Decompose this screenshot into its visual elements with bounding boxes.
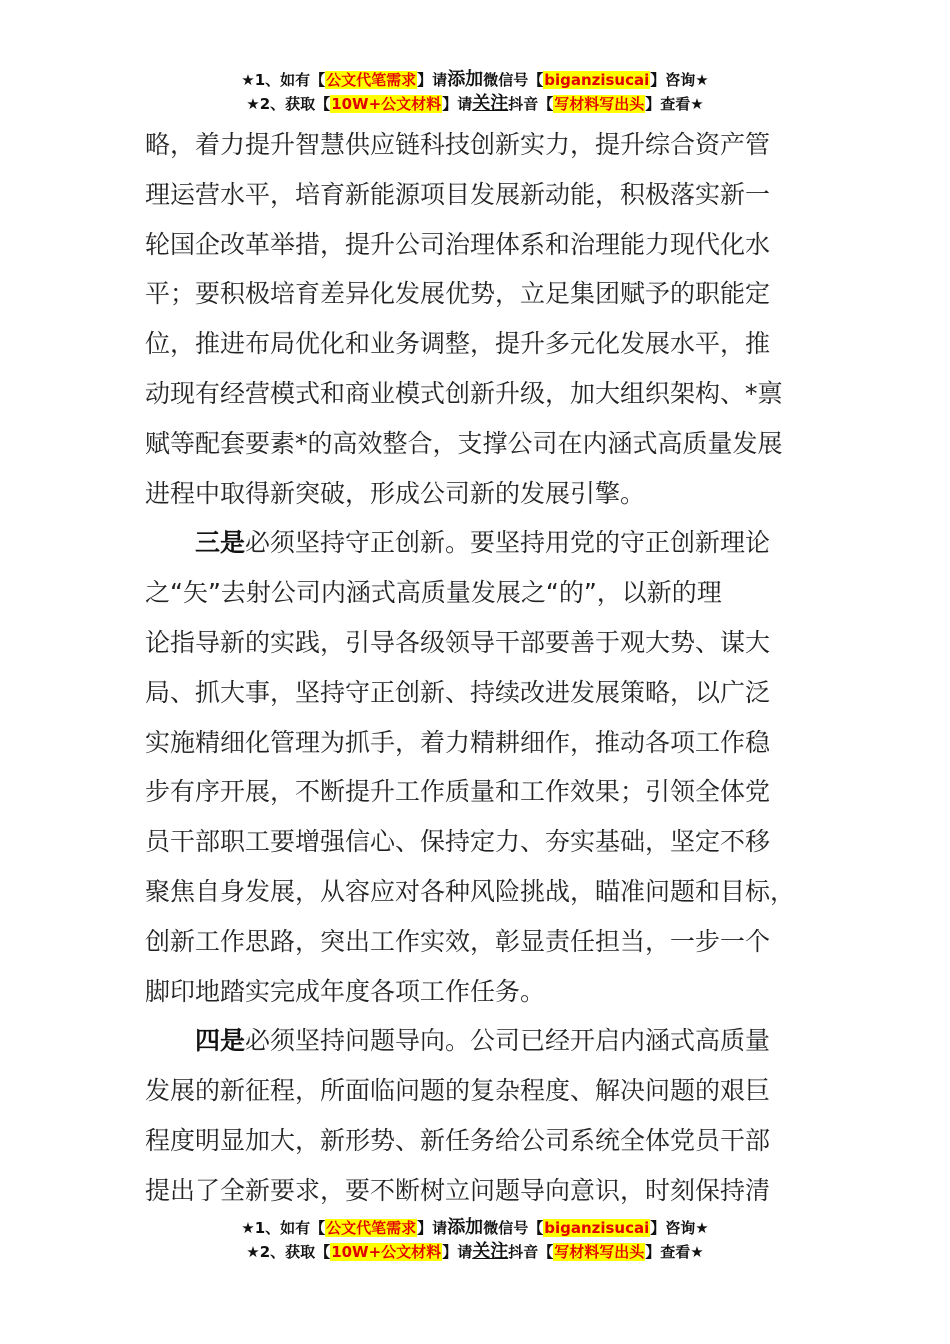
text-line: 平；要积极培育差异化发展优势，立足集团赋予的职能定: [145, 279, 771, 309]
banner-highlight: 公文代笔需求: [326, 1219, 417, 1237]
banner-highlight: 写材料写出头: [554, 95, 645, 113]
banner-line-2: [0, 1240, 950, 1264]
text-line: 程度明显加大，新形势、新任务给公司系统全体党员干部: [145, 1125, 771, 1155]
paragraph-lead: 四是: [195, 1026, 246, 1056]
banner-highlight: 10W+公文材料: [331, 1243, 442, 1261]
banner-text: 抖音【: [508, 95, 554, 113]
text-line: 论指导新的实践，引导各级领导干部要善于观大势、谋大: [145, 627, 771, 657]
banner-text: 抖音【: [508, 1243, 554, 1261]
banner-emphasis: 关注: [472, 93, 509, 114]
text-line: 略，着力提升智慧供应链科技创新实力，提升综合资产管: [145, 130, 771, 159]
text-line: 发展的新征程，所面临问题的复杂程度、解决问题的艰巨: [145, 1076, 771, 1106]
text-line: 理运营水平，培育新能源项目发展新动能，积极落实新一: [145, 179, 771, 209]
header-banner: [0, 68, 950, 116]
banner-line-1: [0, 1216, 950, 1240]
footer-banner: [0, 1216, 950, 1264]
banner-text: 】请: [417, 1219, 448, 1237]
text-line: 进程中取得新突破，形成公司新的发展引擎。: [145, 478, 646, 508]
banner-highlight: biganzisucai: [544, 71, 650, 89]
banner-text: ★2、获取【: [246, 1243, 331, 1261]
text-line: 创新工作思路，突出工作实效，彰显责任担当，一步一个: [145, 926, 771, 956]
banner-text: 】咨询★: [650, 1219, 709, 1237]
paragraph-three-first-line: [145, 518, 807, 568]
banner-highlight: 写材料写出头: [554, 1243, 645, 1261]
banner-text: 】咨询★: [650, 71, 709, 89]
banner-text: ★1、如有【: [241, 1219, 326, 1237]
banner-line-2: [0, 92, 950, 116]
banner-emphasis: 添加: [447, 69, 484, 90]
banner-text: 】查看★: [645, 1243, 704, 1261]
text-line: 轮国企改革举措，提升公司治理体系和治理能力现代化水: [145, 229, 771, 259]
banner-line-1: [0, 68, 950, 92]
text-line: 之“矢”去射公司内涵式高质量发展之“的”，以新的理: [145, 578, 722, 608]
text-span: 必须坚持守正创新。要坚持用党的守正创新理论: [245, 528, 771, 558]
text-line: 位，推进布局优化和业务调整，提升多元化发展水平，推: [145, 329, 771, 359]
text-line: 局、抓大事，坚持守正创新、持续改进发展策略，以广泛: [145, 677, 771, 707]
banner-text: ★2、获取【: [246, 95, 331, 113]
banner-text: 微信号【: [483, 1219, 544, 1237]
banner-emphasis: 关注: [472, 1241, 509, 1262]
text-line: 实施精细化管理为抓手，着力精耕细作，推动各项工作稳: [145, 727, 771, 757]
banner-emphasis: 添加: [447, 1217, 484, 1238]
banner-highlight: biganzisucai: [544, 1219, 650, 1237]
text-line: 脚印地踏实完成年度各项工作任务。: [145, 976, 546, 1006]
text-line: 聚焦自身发展，从容应对各种风险挑战，瞄准问题和目标，: [145, 876, 796, 906]
banner-text: ★1、如有【: [241, 71, 326, 89]
text-line: 员干部职工要增强信心、保持定力、夯实基础，坚定不移: [145, 827, 771, 857]
banner-text: 】查看★: [645, 95, 704, 113]
banner-text: 】请: [417, 71, 448, 89]
banner-highlight: 公文代笔需求: [326, 71, 417, 89]
text-span: 必须坚持问题导向。公司已经开启内涵式高质量: [245, 1026, 771, 1056]
text-line: 步有序开展，不断提升工作质量和工作效果；引领全体党: [145, 777, 771, 807]
text-line: 提出了全新要求，要不断树立问题导向意识，时刻保持清: [145, 1175, 771, 1205]
banner-text: 】请: [442, 1243, 473, 1261]
paragraph-four-first-line: [145, 1016, 807, 1066]
text-line: 动现有经营模式和商业模式创新升级，加大组织架构、*禀: [145, 378, 783, 408]
document-body: [145, 120, 807, 1216]
banner-highlight: 10W+公文材料: [331, 95, 442, 113]
paragraph-lead: 三是: [195, 528, 246, 558]
text-line: 赋等配套要素*的高效整合，支撑公司在内涵式高质量发展: [145, 428, 783, 458]
banner-text: 】请: [442, 95, 473, 113]
banner-text: 微信号【: [483, 71, 544, 89]
